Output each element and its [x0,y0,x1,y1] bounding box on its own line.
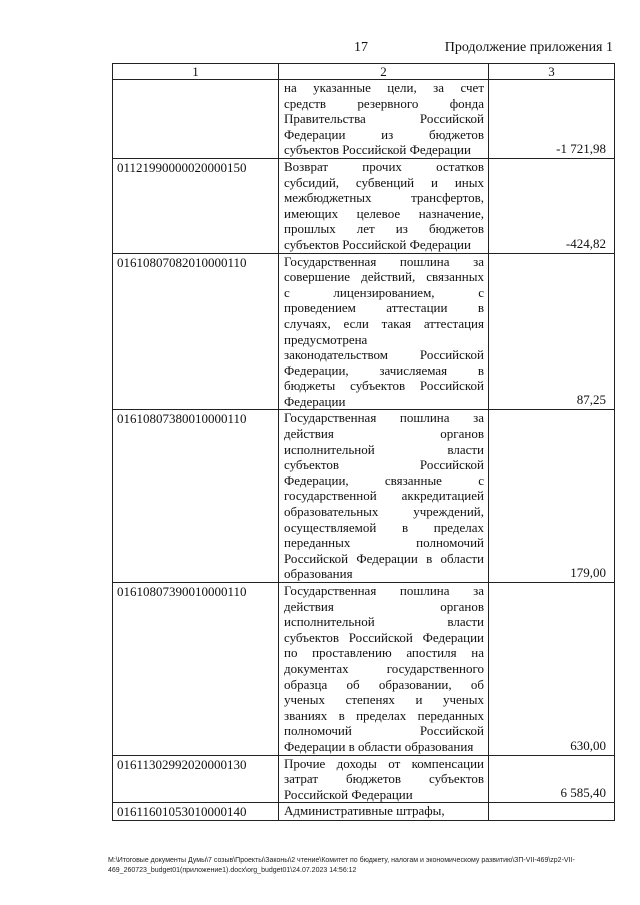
description-line: Административные штрафы, [284,803,445,819]
amount-cell: -1 721,98 [489,80,615,159]
table-row [113,410,615,583]
description-line: проведением аттестации в [284,300,484,316]
description-line: званиях в пределах переданных [284,707,484,723]
description-line: Государственная пошлина за [284,253,484,269]
table-row [113,583,615,756]
table-row [113,803,615,821]
description-line: затрат бюджетов субъектов [284,771,484,787]
description-cell [279,253,489,410]
description-line: субъектов Российской Федерации [284,629,484,645]
description-line: полномочий Российской [284,723,484,739]
description-line: Федерации [284,393,346,409]
column-header: 1 [113,64,279,80]
continuation-label: Продолжение приложения 1 [444,40,613,55]
description-line: субъектов Российской Федерации [284,236,471,252]
description-line: образования [284,566,353,582]
budget-code-cell: 01610807390010000110 [113,583,279,756]
description-cell [279,80,489,159]
budget-code-cell [113,80,279,159]
amount-cell: -424,82 [489,158,615,253]
amount-cell [489,803,615,821]
description-cell [279,755,489,803]
description-line: ученых степенях и ученых [284,692,484,708]
description-line: имеющих целевое назначение, [284,205,484,221]
description-line: переданных полномочий [284,535,484,551]
description-cell [279,158,489,253]
table-row [113,755,615,803]
description-line: Правительства Российской [284,111,484,127]
description-line: бюджеты субъектов Российской [284,378,484,394]
description-line: субъектов Российской [284,457,484,473]
description-line: Федерации в области образования [284,738,474,754]
description-line: государственной аккредитацией [284,488,484,504]
description-line: законодательством Российской [284,347,484,363]
description-cell [279,803,489,821]
description-line: Прочие доходы от компенсации [284,755,484,771]
table-row [113,253,615,410]
page-header [0,40,640,60]
budget-code-cell: 01610807082010000110 [113,253,279,410]
description-line: случаях, если такая аттестация [284,315,484,331]
description-line: прошлых лет из бюджетов [284,221,484,237]
description-line: Российской Федерации [284,786,413,802]
amount-cell: 179,00 [489,410,615,583]
budget-code-cell: 01121990000020000150 [113,158,279,253]
description-line: Федерации, связанные с [284,472,484,488]
description-cell [279,410,489,583]
description-line: Федерации из бюджетов [284,126,484,142]
description-line: образца об образовании, об [284,676,484,692]
description-line: действия органов [284,598,484,614]
description-line: предусмотрена [284,331,368,347]
amount-cell: 87,25 [489,253,615,410]
description-line: осуществляемой в пределах [284,519,484,535]
description-line: исполнительной власти [284,441,484,457]
description-line: Российской Федерации в области [284,550,484,566]
description-line: действия органов [284,426,484,442]
description-line: образовательных учреждений, [284,504,484,520]
budget-code-cell: 01611302992020000130 [113,755,279,803]
budget-code-cell: 01610807380010000110 [113,410,279,583]
description-line: исполнительной власти [284,614,484,630]
column-header: 3 [489,64,615,80]
description-cell [279,583,489,756]
budget-code-cell: 01611601053010000140 [113,803,279,821]
description-line: совершение действий, связанных [284,269,484,285]
description-line: Федерации, зачисляемая в [284,362,484,378]
description-line: Государственная пошлина за [284,583,484,598]
description-line: межбюджетных трансфертов, [284,190,484,206]
table-row [113,80,615,159]
description-line: субсидий, субвенций и иных [284,174,484,190]
description-line: средств резервного фонда [284,95,484,111]
budget-table [112,63,615,821]
description-line: Государственная пошлина за [284,410,484,426]
table-row [113,158,615,253]
table-header-row [113,64,615,80]
amount-cell: 630,00 [489,583,615,756]
column-header: 2 [279,64,489,80]
description-line: с лицензированием, с [284,284,484,300]
description-line: на указанные цели, за счет [284,80,484,95]
description-line: Возврат прочих остатков [284,158,484,174]
description-line: по проставлению апостиля на [284,645,484,661]
amount-cell: 6 585,40 [489,755,615,803]
page-number: 17 [354,40,368,55]
description-line: субъектов Российской Федерации [284,142,471,158]
description-line: документах государственного [284,660,484,676]
document-path-footer: М:\Итоговые документы Думы\7 созыв\Проекты\Законы\2 чтение\Комитет по бюджету, налогам и экономическому развитию\ЗП-VII-469\zp2-VII-469_260723_budget01(приложение1).docx\org_budget01\24.07.2023 14:56:12 [108,857,575,874]
